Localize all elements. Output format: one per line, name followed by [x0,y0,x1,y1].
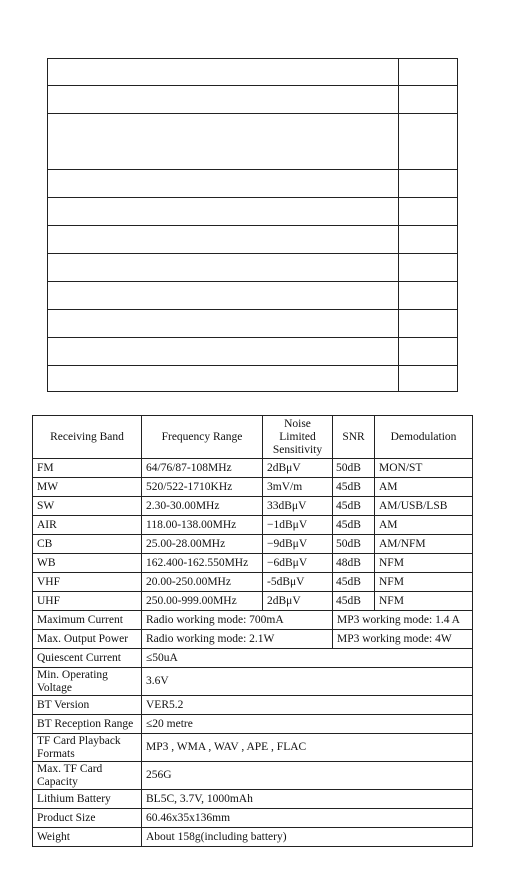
max-current-row [33,611,473,630]
spec-label: Min. Operating Voltage [33,668,142,696]
spec-value: About 158g(including battery) [142,828,473,847]
empty-cell [399,114,458,170]
header-sensitivity-line: Limited [279,430,316,443]
band-snr: 45dB [333,478,375,497]
band-snr: 50dB [333,459,375,478]
band-demod: MON/ST [375,459,473,478]
spec-header-row [33,416,473,459]
band-row [33,478,473,497]
spec-table [32,415,473,847]
header-sensitivity [263,416,333,459]
band-snr: 48dB [333,554,375,573]
spec-label: Lithium Battery [33,790,142,809]
spec-row [33,668,473,696]
empty-cell [48,170,399,198]
band-snr: 45dB [333,592,375,611]
band-name: WB [33,554,142,573]
header-frequency-range: Frequency Range [142,416,263,459]
spec-row [33,715,473,734]
band-snr: 50dB [333,535,375,554]
spec-label: Max. TF Card Capacity [33,762,142,790]
empty-cell [399,170,458,198]
empty-table-row [48,226,458,254]
band-snr: 45dB [333,497,375,516]
empty-cell [48,254,399,282]
empty-cell [48,59,399,86]
empty-table-row [48,59,458,86]
header-demodulation: Demodulation [375,416,473,459]
band-row [33,535,473,554]
empty-table-row [48,282,458,310]
spec-row [33,734,473,762]
empty-cell [399,338,458,366]
spec-row [33,696,473,715]
band-range: 162.400-162.550MHz [142,554,263,573]
band-sensitivity: −9dBμV [263,535,333,554]
band-demod: AM [375,516,473,535]
empty-cell [48,282,399,310]
band-name: VHF [33,573,142,592]
empty-cell [399,86,458,114]
band-sensitivity: −1dBμV [263,516,333,535]
empty-table-row [48,338,458,366]
band-range: 25.00-28.00MHz [142,535,263,554]
empty-cell [48,86,399,114]
spec-value: 256G [142,762,473,790]
spec-value: ≤50uA [142,649,473,668]
empty-table-row [48,254,458,282]
band-range: 520/522-1710KHz [142,478,263,497]
empty-cell [399,226,458,254]
empty-cell [399,59,458,86]
band-row [33,592,473,611]
max-current-label: Maximum Current [33,611,142,630]
band-sensitivity: 2dBμV [263,459,333,478]
spec-row [33,809,473,828]
band-sensitivity: -5dBμV [263,573,333,592]
max-output-mp3: MP3 working mode: 4W [333,630,473,649]
band-sensitivity: −6dBμV [263,554,333,573]
band-range: 250.00-999.00MHz [142,592,263,611]
spec-row [33,790,473,809]
max-current-mp3: MP3 working mode: 1.4 A [333,611,473,630]
band-snr: 45dB [333,516,375,535]
empty-table-row [48,366,458,392]
empty-cell [399,366,458,392]
empty-cell [48,366,399,392]
band-demod: NFM [375,573,473,592]
band-range: 20.00-250.00MHz [142,573,263,592]
spec-label: BT Version [33,696,142,715]
band-demod: AM [375,478,473,497]
spec-value: BL5C, 3.7V, 1000mAh [142,790,473,809]
band-name: UHF [33,592,142,611]
empty-table [47,58,458,392]
header-receiving-band: Receiving Band [33,416,142,459]
empty-table-row [48,198,458,226]
spec-value: 3.6V [142,668,473,696]
spec-label: TF Card Playback Formats [33,734,142,762]
empty-cell [48,338,399,366]
spec-row [33,649,473,668]
band-row [33,554,473,573]
spec-label: Product Size [33,809,142,828]
max-output-radio: Radio working mode: 2.1W [142,630,333,649]
band-range: 64/76/87-108MHz [142,459,263,478]
empty-cell [48,114,399,170]
empty-cell [399,282,458,310]
empty-cell [48,310,399,338]
empty-table-row [48,170,458,198]
band-demod: NFM [375,554,473,573]
band-name: FM [33,459,142,478]
spec-row [33,762,473,790]
band-row [33,573,473,592]
empty-table-row [48,86,458,114]
spec-value: VER5.2 [142,696,473,715]
band-name: MW [33,478,142,497]
band-row [33,516,473,535]
band-sensitivity: 2dBμV [263,592,333,611]
max-output-row [33,630,473,649]
band-sensitivity: 33dBμV [263,497,333,516]
band-sensitivity: 3mV/m [263,478,333,497]
band-snr: 45dB [333,573,375,592]
empty-cell [48,226,399,254]
header-sensitivity-line: Noise [284,417,311,430]
spec-value: MP3 , WMA , WAV , APE , FLAC [142,734,473,762]
spec-label: Quiescent Current [33,649,142,668]
spec-value: ≤20 metre [142,715,473,734]
max-output-label: Max. Output Power [33,630,142,649]
empty-table-row [48,114,458,170]
max-current-radio: Radio working mode: 700mA [142,611,333,630]
band-name: SW [33,497,142,516]
band-range: 118.00-138.00MHz [142,516,263,535]
band-demod: AM/USB/LSB [375,497,473,516]
empty-cell [399,254,458,282]
band-demod: AM/NFM [375,535,473,554]
spec-label: Weight [33,828,142,847]
band-row [33,497,473,516]
spec-row [33,828,473,847]
empty-table-row [48,310,458,338]
header-snr: SNR [333,416,375,459]
band-name: CB [33,535,142,554]
empty-cell [48,198,399,226]
band-row [33,459,473,478]
band-range: 2.30-30.00MHz [142,497,263,516]
spec-label: BT Reception Range [33,715,142,734]
band-demod: NFM [375,592,473,611]
empty-cell [399,198,458,226]
header-sensitivity-line: Sensitivity [272,443,323,456]
band-name: AIR [33,516,142,535]
spec-value: 60.46x35x136mm [142,809,473,828]
empty-cell [399,310,458,338]
